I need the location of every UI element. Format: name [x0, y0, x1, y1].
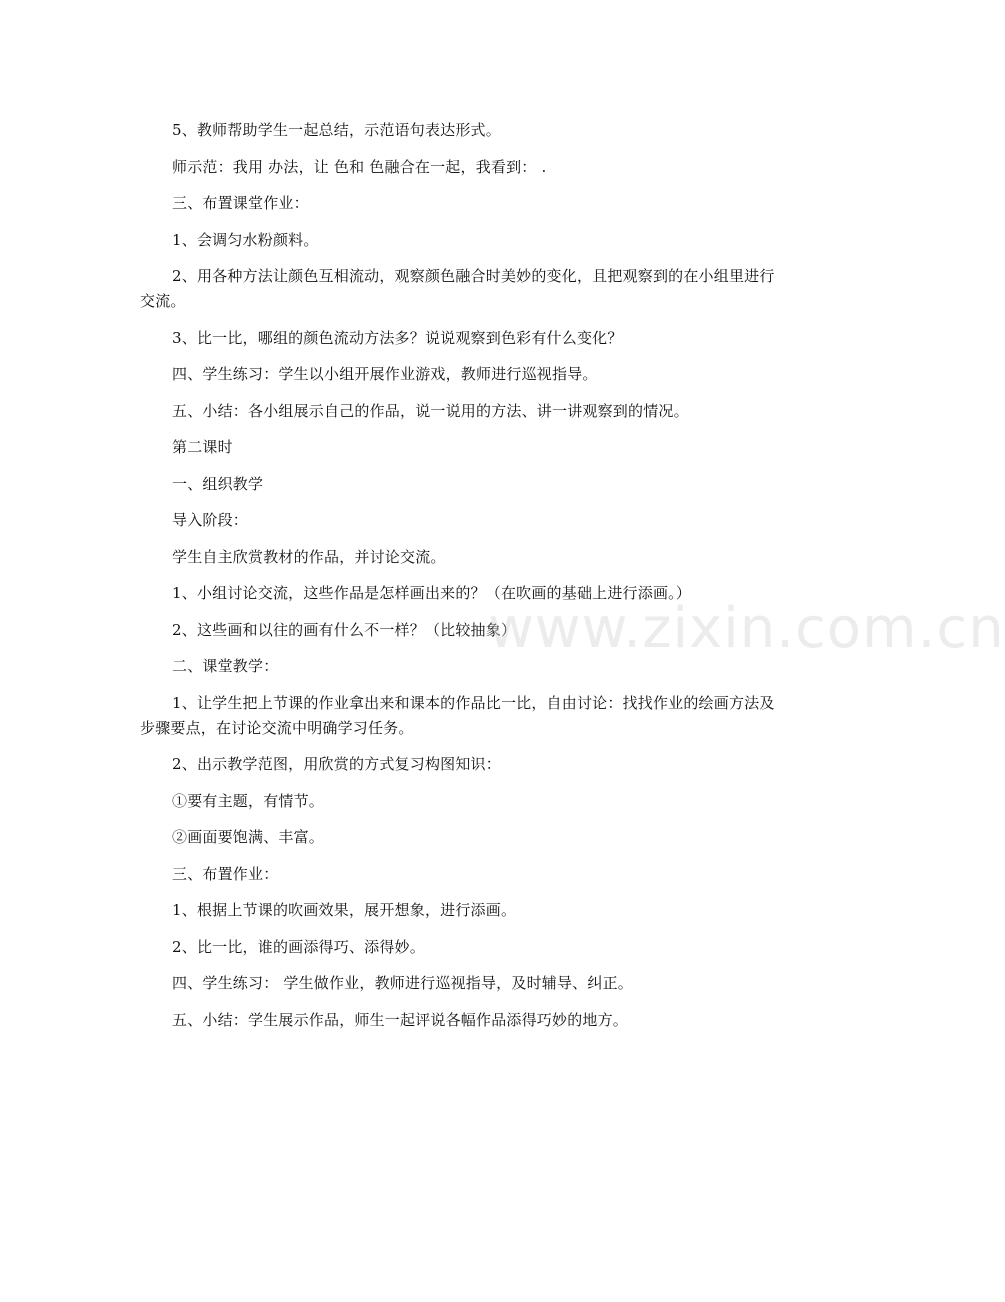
watermark: www.zixin.com.cn	[488, 596, 1005, 661]
paragraph-discussion-1: 1、小组讨论交流，这些作品是怎样画出来的？（在吹画的基础上进行添画。）	[172, 584, 692, 602]
document-body	[140, 118, 785, 1044]
paragraph-homework-1: 1、根据上节课的吹画效果，展开想象，进行添画。	[172, 901, 517, 919]
paragraph-assignment-3: 3、比一比，哪组的颜色流动方法多？说说观察到色彩有什么变化？	[172, 328, 623, 347]
heading-introduction-stage: 导入阶段：	[172, 511, 249, 529]
paragraph-point-theme: ①要有主题，有情节。	[172, 791, 325, 810]
heading-summary-2: 五、小结：学生展示作品，师生一起评说各幅作品添得巧妙的地方。	[172, 1010, 629, 1029]
heading-classroom-teaching: 二、课堂教学：	[172, 657, 279, 675]
paragraph-assignment-2: 2、用各种方法让颜色互相流动，观察颜色融合时美妙的变化，且把观察到的在小组里进行交流。	[140, 267, 775, 310]
heading-student-practice: 四、学生练习：学生以小组开展作业游戏，教师进行巡视指导。	[172, 365, 598, 383]
paragraph-assignment-1: 1、会调匀水粉颜料。	[172, 230, 319, 249]
paragraph-homework-2: 2、比一比，谁的画添得巧、添得妙。	[172, 937, 425, 956]
paragraph-teaching-2: 2、出示教学范图，用欣赏的方式复习构图知识：	[172, 755, 501, 773]
paragraph-summary-step: 5、教师帮助学生一起总结，示范语句表达形式。	[172, 121, 501, 139]
paragraph-self-appreciation: 学生自主欣赏教材的作品，并讨论交流。	[172, 547, 446, 566]
paragraph-point-full: ②画面要饱满、丰富。	[172, 828, 325, 846]
heading-student-practice-2: 四、学生练习： 学生做作业，教师进行巡视指导，及时辅导、纠正。	[172, 974, 633, 992]
paragraph-teacher-demo: 师示范：我用 办法，让 色和 色融合在一起，我看到： .	[172, 157, 547, 176]
heading-organize-teaching: 一、组织教学	[172, 474, 264, 493]
paragraph-discussion-2: 2、这些画和以往的画有什么不一样？（比较抽象）	[172, 620, 517, 639]
heading-summary: 五、小结：各小组展示自己的作品，说一说用的方法、讲一讲观察到的情况。	[172, 401, 689, 420]
paragraph-teaching-1: 1、让学生把上节课的作业拿出来和课本的作品比一比，自由讨论：找找作业的绘画方法及步骤要点，在讨论交流中明确学习任务。	[140, 693, 775, 737]
heading-class-assignment: 三、布置课堂作业：	[172, 194, 309, 212]
heading-homework: 三、布置作业：	[172, 864, 279, 883]
heading-second-lesson: 第二课时	[172, 438, 233, 456]
